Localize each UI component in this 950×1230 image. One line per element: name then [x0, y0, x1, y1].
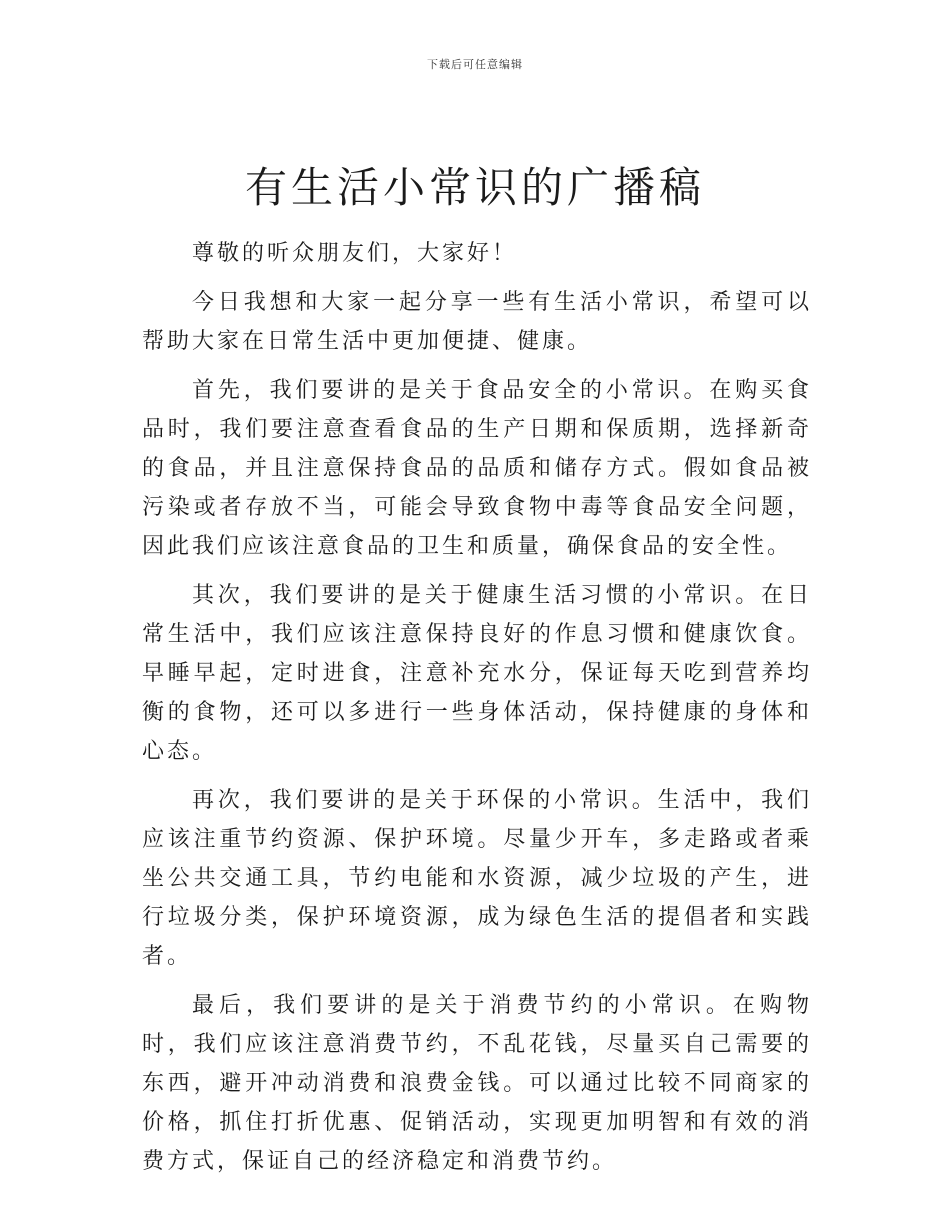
paragraph-intro: 今日我想和大家一起分享一些有生活小常识，希望可以帮助大家在日常生活中更加便捷、健康。 — [142, 290, 812, 354]
document-body — [142, 234, 812, 1191]
paragraph-healthy-habits: 其次，我们要讲的是关于健康生活习惯的小常识。在日常生活中，我们应该注意保持良好的作息习惯和健康饮食。早睡早起，定时进食，注意补充水分，保证每天吃到营养均衡的食物，还可以多进行一些身体活动，保持健康的身体和心态。 — [142, 583, 812, 764]
paragraph-consumption: 最后，我们要讲的是关于消费节约的小常识。在购物时，我们应该注意消费节约，不乱花钱，尽量买自己需要的东西，避开冲动消费和浪费金钱。可以通过比较不同商家的价格，抓住打折优惠、促销活动，实现更加明智和有效的消费方式，保证自己的经济稳定和消费节约。 — [142, 993, 812, 1174]
paragraph-food-safety: 首先，我们要讲的是关于食品安全的小常识。在购买食品时，我们要注意查看食品的生产日期和保质期，选择新奇的食品，并且注意保持食品的品质和储存方式。假如食品被污染或者存放不当，可能会导致食物中毒等食品安全问题，因此我们应该注意食品的卫生和质量，确保食品的安全性。 — [142, 378, 812, 559]
page-header-note: 下载后可任意编辑 — [427, 58, 523, 71]
document-title: 有生活小常识的广播稿 — [244, 163, 705, 212]
paragraph-environment: 再次，我们要讲的是关于环保的小常识。生活中，我们应该注重节约资源、保护环境。尽量少开车，多走路或者乘坐公共交通工具，节约电能和水资源，减少垃圾的产生，进行垃圾分类，保护环境资源，成为绿色生活的提倡者和实践者。 — [142, 788, 812, 969]
paragraph-greeting: 尊敬的听众朋友们，大家好！ — [192, 241, 518, 266]
